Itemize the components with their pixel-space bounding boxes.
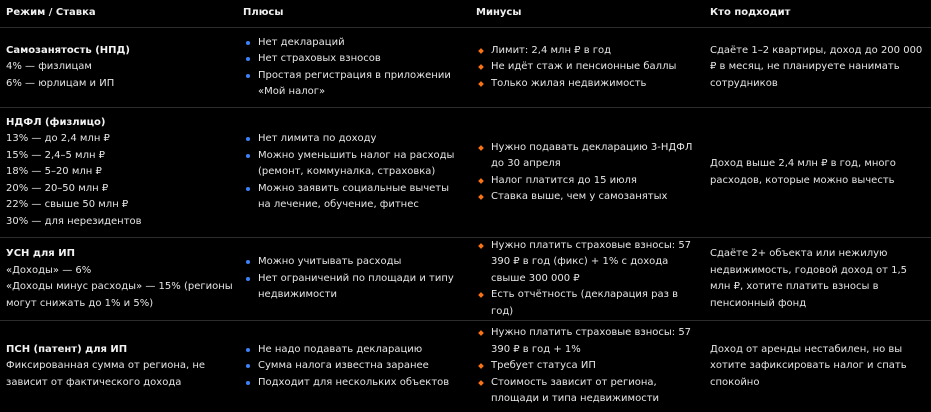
cons-cell [476, 108, 701, 237]
rate-line: Фиксированная сумма от региона, не зависит от фактического дохода [6, 360, 206, 388]
who-cell [710, 28, 925, 107]
cons-list [476, 140, 701, 206]
cons-item: Стоимость зависит от региона, площади и типа недвижимости [476, 375, 701, 408]
who-cell [710, 108, 925, 237]
cons-cell [476, 238, 701, 320]
table-row [0, 108, 931, 238]
pros-list [243, 254, 463, 304]
pros-list [243, 342, 463, 392]
cons-item: Требует статуса ИП [476, 358, 701, 375]
cons-cell [476, 28, 701, 107]
who-text: Доход от аренды нестабилен, но вы хотите зафиксировать налог и спать спокойно [710, 343, 907, 388]
pros-item: Нет страховых взносов [243, 51, 463, 68]
pros-item: Нет деклараций [243, 35, 463, 52]
cons-item: Не идёт стаж и пенсионные баллы [476, 59, 701, 76]
cons-item: Нужно платить страховые взносы: 57 390 ₽ в год + 1% [476, 325, 701, 358]
table-header-row [0, 0, 931, 28]
who-cell [710, 321, 925, 412]
table-row [0, 321, 931, 412]
who-text: Доход выше 2,4 млн ₽ в год, много расходов, которые можно вычесть [710, 158, 896, 186]
who-text: Сдаёте 1–2 квартиры, доход до 200 000 ₽ в месяц, не планируете нанимать сотрудников [710, 44, 923, 89]
pros-item: Не надо подавать декларацию [243, 342, 463, 359]
who-cell [710, 238, 925, 320]
pros-list [243, 35, 463, 101]
header-cons: Минусы [476, 7, 522, 19]
rate-line: 20% — 20–50 млн ₽ [6, 182, 109, 194]
rate-line: 18% — 5–20 млн ₽ [6, 166, 102, 178]
rate-line: 4% — физлицам [6, 61, 92, 73]
cons-item: Есть отчётность (декларация раз в год) [476, 287, 701, 320]
who-text: Сдаёте 2+ объекта или нежилую недвижимость, годовой доход от 1,5 млн ₽, хотите платить взносы в пенсионный фонд [710, 248, 908, 309]
cons-item: Только жилая недвижимость [476, 76, 701, 93]
pros-item: Можно учитывать расходы [243, 254, 463, 271]
rate-line: «Доходы минус расходы» — 15% (регионы могут снижать до 1% и 5%) [6, 281, 233, 309]
pros-item: Можно уменьшить налог на расходы (ремонт, коммуналка, страховка) [243, 148, 463, 181]
rate-line: 13% — до 2,4 млн ₽ [6, 133, 110, 145]
mode-cell [6, 28, 236, 107]
cons-item: Ставка выше, чем у самозанятых [476, 189, 701, 206]
cons-item: Нужно подавать декларацию 3-НДФЛ до 30 апреля [476, 140, 701, 173]
cons-item: Налог платится до 15 июля [476, 173, 701, 190]
mode-title: УСН для ИП [6, 248, 75, 259]
pros-cell [243, 108, 463, 237]
rate-line: 22% — свыше 50 млн ₽ [6, 199, 129, 211]
table-row [0, 238, 931, 321]
cons-list [476, 325, 701, 408]
cons-list [476, 43, 701, 93]
pros-item: Сумма налога известна заранее [243, 358, 463, 375]
header-who: Кто подходит [710, 7, 791, 19]
pros-list [243, 131, 463, 214]
pros-cell [243, 28, 463, 107]
mode-title: Самозанятость (НПД) [6, 44, 130, 56]
pros-item: Простая регистрация в приложении «Мой налог» [243, 68, 463, 101]
mode-cell [6, 108, 236, 237]
pros-item: Нет ограничений по площади и типу недвижимости [243, 271, 463, 304]
mode-cell [6, 238, 236, 320]
rate-line: 30% — для нерезидентов [6, 215, 142, 227]
pros-item: Нет лимита по доходу [243, 131, 463, 148]
mode-title: ПСН (патент) для ИП [6, 343, 128, 355]
pros-cell [243, 238, 463, 320]
rate-line: 15% — 2,4–5 млн ₽ [6, 149, 106, 161]
pros-item: Можно заявить социальные вычеты на лечение, обучение, фитнес [243, 181, 463, 214]
cons-item: Нужно платить страховые взносы: 57 390 ₽ в год (фикс) + 1% с дохода свыше 300 000 ₽ [476, 238, 701, 288]
cons-item: Лимит: 2,4 млн ₽ в год [476, 43, 701, 60]
cons-cell [476, 321, 701, 412]
cons-list [476, 238, 701, 321]
mode-cell [6, 321, 236, 412]
mode-title: НДФЛ (физлицо) [6, 116, 106, 128]
header-mode: Режим / Ставка [6, 7, 96, 19]
rate-line: 6% — юрлицам и ИП [6, 77, 115, 89]
pros-cell [243, 321, 463, 412]
rate-line: «Доходы» — 6% [6, 264, 92, 276]
pros-item: Подходит для нескольких объектов [243, 375, 463, 392]
table-row [0, 28, 931, 108]
header-pros: Плюсы [243, 7, 284, 19]
